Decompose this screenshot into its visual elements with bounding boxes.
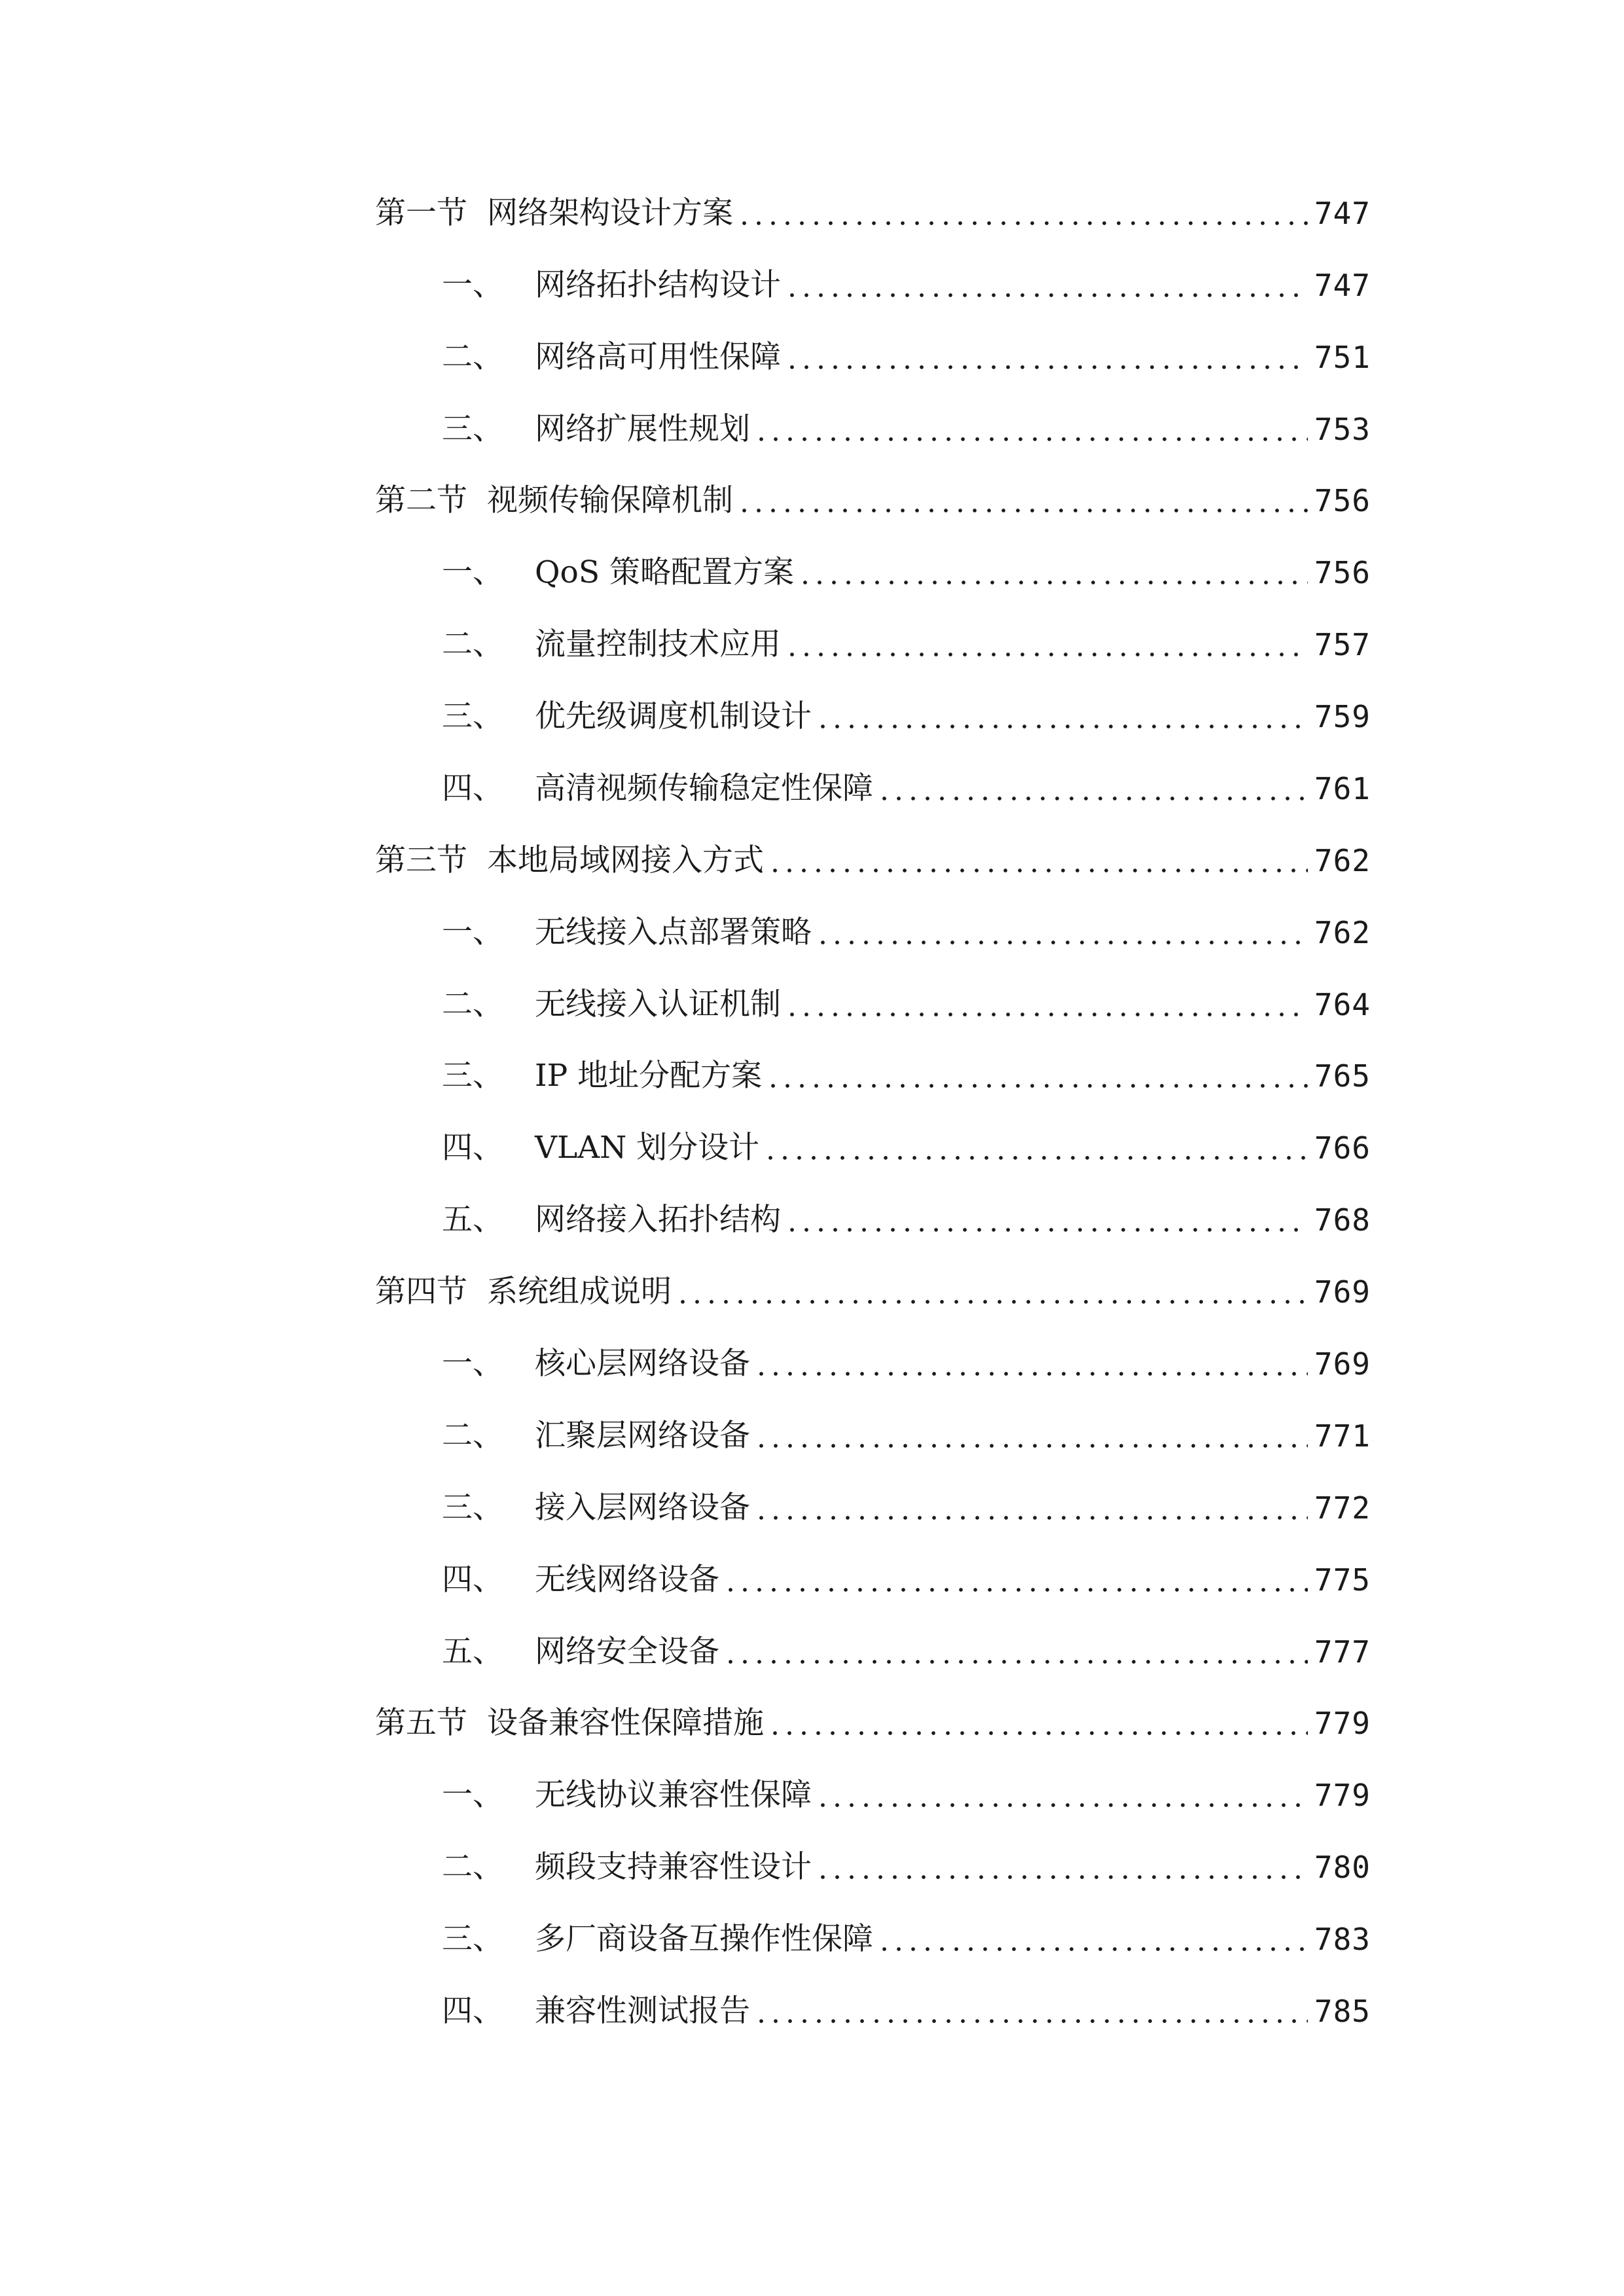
toc-entry-subsection[interactable]	[442, 762, 1371, 808]
toc-entry-subsection[interactable]	[442, 1769, 1371, 1815]
dot-leader	[821, 725, 1308, 728]
entry-title: 汇聚层网络设备	[535, 1418, 750, 1454]
dot-leader	[773, 869, 1308, 872]
entry-number: 二、	[442, 1418, 503, 1454]
entry-number: 二、	[442, 986, 503, 1022]
page-number: 783	[1314, 1922, 1371, 1957]
toc-entry-section[interactable]	[375, 1266, 1371, 1312]
entry-title: 无线接入点部署策略	[535, 914, 812, 950]
toc-entry-subsection[interactable]	[442, 1194, 1371, 1240]
dot-leader	[759, 2019, 1308, 2023]
entry-number: 二、	[442, 626, 503, 662]
toc-entry-subsection[interactable]	[442, 978, 1371, 1024]
page-number: 761	[1314, 771, 1371, 806]
dot-leader	[681, 1300, 1308, 1304]
entry-number: 三、	[442, 411, 503, 447]
entry-title: 多厂商设备互操作性保障	[535, 1921, 873, 1957]
entry-title: 系统组成说明	[487, 1274, 672, 1310]
entry-title: 高清视频传输稳定性保障	[535, 770, 873, 806]
toc-entry-subsection[interactable]	[442, 547, 1371, 592]
entry-number: 四、	[442, 1562, 503, 1598]
dot-leader	[790, 653, 1308, 656]
page-number: 756	[1314, 555, 1371, 590]
toc-entry-subsection[interactable]	[442, 1913, 1371, 1959]
entry-number: 一、	[442, 267, 503, 303]
toc-entry-subsection[interactable]	[442, 1050, 1371, 1096]
page-number: 779	[1314, 1778, 1371, 1813]
dot-leader	[821, 1875, 1308, 1879]
dot-leader	[790, 1228, 1308, 1232]
dot-leader	[771, 1084, 1308, 1088]
page-number: 756	[1314, 483, 1371, 518]
toc-entry-subsection[interactable]	[442, 1841, 1371, 1887]
dot-leader	[768, 1156, 1308, 1160]
entry-title: 网络高可用性保障	[535, 339, 781, 375]
dot-leader	[742, 509, 1308, 512]
entry-number: 三、	[442, 1921, 503, 1957]
entry-title: 频段支持兼容性设计	[535, 1849, 812, 1885]
toc-entry-subsection[interactable]	[442, 1338, 1371, 1384]
page-number: 771	[1314, 1418, 1371, 1454]
toc-entry-subsection[interactable]	[442, 1554, 1371, 1600]
entry-title: IP 地址分配方案	[535, 1058, 763, 1094]
entry-number: 四、	[442, 1130, 503, 1166]
entry-number: 五、	[442, 1202, 503, 1238]
entry-number: 三、	[442, 698, 503, 734]
entry-number: 一、	[442, 914, 503, 950]
entry-title: 网络架构设计方案	[487, 195, 733, 231]
page-number: 764	[1314, 987, 1371, 1022]
entry-title: 流量控制技术应用	[535, 626, 781, 662]
toc-entry-subsection[interactable]	[442, 619, 1371, 664]
page-number: 751	[1314, 340, 1371, 375]
dot-leader	[742, 221, 1308, 225]
dot-leader	[821, 941, 1308, 944]
dot-leader	[790, 365, 1308, 369]
entry-title: 兼容性测试报告	[535, 1993, 750, 2029]
entry-title: 无线协议兼容性保障	[535, 1777, 812, 1813]
dot-leader	[790, 1013, 1308, 1016]
dot-leader	[759, 1444, 1308, 1448]
entry-number: 三、	[442, 1058, 503, 1094]
page-number: 772	[1314, 1490, 1371, 1526]
entry-number: 五、	[442, 1634, 503, 1670]
page-number: 747	[1314, 196, 1371, 231]
toc-entry-subsection[interactable]	[442, 1626, 1371, 1672]
entry-number: 一、	[442, 554, 503, 590]
entry-number: 第一节	[375, 195, 467, 231]
page-number: 765	[1314, 1058, 1371, 1094]
page-number: 769	[1314, 1346, 1371, 1382]
dot-leader	[882, 797, 1308, 800]
page-number: 775	[1314, 1562, 1371, 1598]
entry-title: 网络拓扑结构设计	[535, 267, 781, 303]
page-number: 768	[1314, 1202, 1371, 1238]
entry-title: 本地局域网接入方式	[487, 842, 764, 878]
entry-title: 无线接入认证机制	[535, 986, 781, 1022]
entry-number: 第五节	[375, 1705, 467, 1741]
entry-number: 二、	[442, 1849, 503, 1885]
entry-title: 网络接入拓扑结构	[535, 1202, 781, 1238]
dot-leader	[759, 1516, 1308, 1520]
entry-title: 设备兼容性保障措施	[487, 1705, 764, 1741]
dot-leader	[882, 1947, 1308, 1951]
entry-title: 无线网络设备	[535, 1562, 719, 1598]
toc-entry-subsection[interactable]	[442, 1985, 1371, 2031]
entry-title: 接入层网络设备	[535, 1490, 750, 1526]
entry-number: 四、	[442, 770, 503, 806]
entry-number: 第三节	[375, 842, 467, 878]
toc-entry-subsection[interactable]	[442, 1410, 1371, 1456]
dot-leader	[803, 581, 1308, 584]
page-number: 769	[1314, 1274, 1371, 1310]
toc-entry-subsection[interactable]	[442, 1482, 1371, 1528]
dot-leader	[773, 1731, 1308, 1735]
toc-entry-subsection[interactable]	[442, 331, 1371, 377]
entry-title: 优先级调度机制设计	[535, 698, 812, 734]
toc-entry-section[interactable]	[375, 187, 1371, 233]
page-number: 757	[1314, 627, 1371, 662]
toc-entry-subsection[interactable]	[442, 906, 1371, 952]
dot-leader	[729, 1588, 1308, 1592]
page-number: 780	[1314, 1850, 1371, 1885]
entry-title: QoS 策略配置方案	[535, 554, 794, 590]
entry-number: 四、	[442, 1993, 503, 2029]
dot-leader	[790, 293, 1308, 297]
entry-title: VLAN 划分设计	[535, 1130, 760, 1166]
toc-entry-section[interactable]	[375, 1697, 1371, 1743]
entry-number: 三、	[442, 1490, 503, 1526]
entry-number: 一、	[442, 1346, 503, 1382]
page-number: 785	[1314, 1994, 1371, 2029]
entry-number: 第四节	[375, 1274, 467, 1310]
toc-entry-section[interactable]	[375, 834, 1371, 880]
page-number: 777	[1314, 1634, 1371, 1670]
page-number: 762	[1314, 843, 1371, 878]
entry-number: 第二节	[375, 482, 467, 518]
entry-number: 二、	[442, 339, 503, 375]
toc-entry-subsection[interactable]	[442, 259, 1371, 305]
entry-title: 核心层网络设备	[535, 1346, 750, 1382]
dot-leader	[821, 1803, 1308, 1807]
toc-entry-subsection[interactable]	[442, 691, 1371, 736]
dot-leader	[729, 1660, 1308, 1664]
page-number: 753	[1314, 412, 1371, 447]
entry-title: 网络扩展性规划	[535, 411, 750, 447]
toc-entry-section[interactable]	[375, 475, 1371, 520]
entry-title: 网络安全设备	[535, 1634, 719, 1670]
entry-number: 一、	[442, 1777, 503, 1813]
page-number: 762	[1314, 915, 1371, 950]
page-number: 779	[1314, 1706, 1371, 1741]
entry-title: 视频传输保障机制	[487, 482, 733, 518]
dot-leader	[759, 437, 1308, 441]
toc-entry-subsection[interactable]	[442, 403, 1371, 449]
page-number: 766	[1314, 1130, 1371, 1166]
dot-leader	[759, 1372, 1308, 1376]
page-number: 759	[1314, 699, 1371, 734]
page-number: 747	[1314, 268, 1371, 303]
toc-entry-subsection[interactable]	[442, 1122, 1371, 1168]
